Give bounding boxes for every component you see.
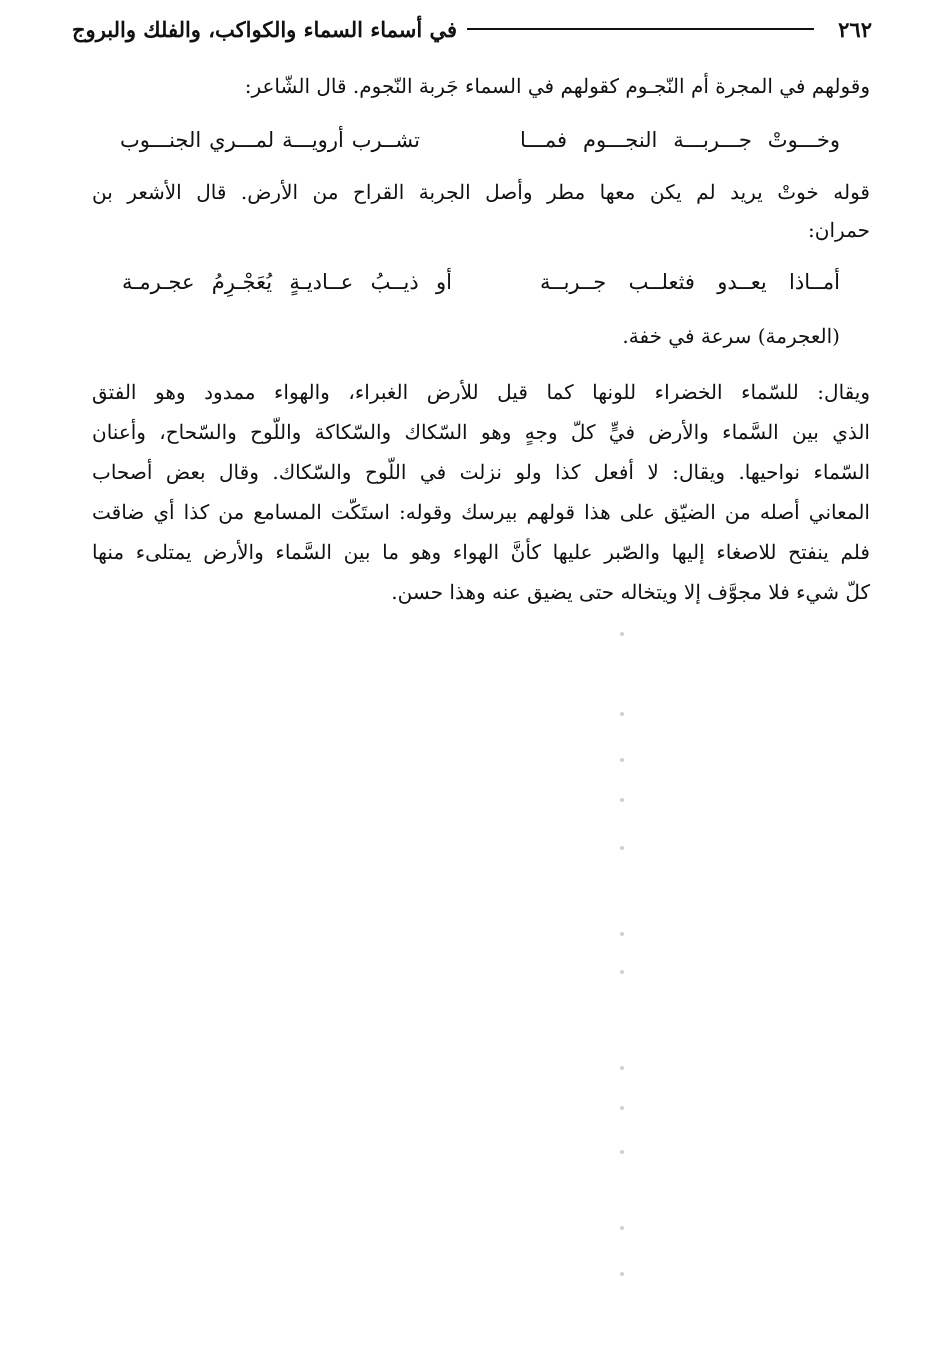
scan-speck xyxy=(620,1226,624,1230)
page-number: ٢٦٢ xyxy=(838,16,872,42)
paragraph-3-line: المعاني أصله من الضيّق على هذا قولهم بيرسك وقوله: استَكّت المسامع من كذا أي ضاقت xyxy=(92,500,870,524)
scan-speck xyxy=(620,712,624,716)
scan-speck xyxy=(620,758,624,762)
paragraph-3-line: الذي بين السَّماء والأرض فيٍّ كلّ وجهٍ وهو السّكاك والسّكاكة واللّوح والسّحاح، وأعنان xyxy=(92,420,870,444)
scan-speck xyxy=(620,798,624,802)
verse-2 xyxy=(122,270,840,294)
running-title: في أسماء السماء والكواكب، والفلك والبروج xyxy=(72,16,458,42)
header-rule xyxy=(467,28,814,30)
paragraph-3-line: السّماء نواحيها. ويقال: لا أفعل كذا ولو نزلت في اللّوح والسّكاك. وقال بعض أصحاب xyxy=(92,460,870,484)
scan-speck xyxy=(620,1150,624,1154)
scan-speck xyxy=(620,1106,624,1110)
scan-speck xyxy=(620,846,624,850)
verse-2-first-hemistich: أمــاذا يعــدو فثعلــب جــربــة xyxy=(540,270,840,294)
running-header xyxy=(72,12,872,46)
scan-speck xyxy=(620,1272,624,1276)
scan-speck xyxy=(620,632,624,636)
gloss-note: (العجرمة) سرعة في خفة. xyxy=(622,324,840,348)
paragraph-2-line-2: حمران: xyxy=(808,218,870,242)
paragraph-2-line-1: قوله خوتْ يريد لم يكن معها مطر وأصل الجربة القراح من الأرض. قال الأشعر بن xyxy=(92,180,870,204)
verse-1-first-hemistich: وخـــوتْ جـــربـــة النجـــوم فمـــا xyxy=(520,128,840,152)
scan-speck xyxy=(620,970,624,974)
paragraph-3-line: ويقال: للسّماء الخضراء للونها كما قيل للأرض الغبراء، والهواء ممدود وهو الفتق xyxy=(92,380,871,404)
verse-1-second-hemistich: تشــرب أرويـــة لمـــري الجنـــوب xyxy=(120,128,420,152)
verse-2-second-hemistich: أو ذيــبُ عــاديـةٍ يُعَجْـرِمُ عجـرمـة xyxy=(122,270,452,294)
paragraph-3 xyxy=(92,372,870,612)
verse-1 xyxy=(120,128,840,152)
scan-speck xyxy=(620,1066,624,1070)
paragraph-1: وقولهم في المجرة أم النّجـوم كقولهم في السماء جَربة النّجوم. قال الشّاعر: xyxy=(244,74,870,98)
scan-speck xyxy=(620,932,624,936)
paragraph-3-line: كلّ شيء فلا مجوَّف إلا ويتخاله حتى يضيق عنه وهذا حسن. xyxy=(391,580,870,604)
paragraph-3-line: فلم ينفتح للاصغاء إليها والصّبر عليها كأنَّ الهواء وهو ما بين السَّماء والأرض يمتلىء منها xyxy=(92,540,870,564)
